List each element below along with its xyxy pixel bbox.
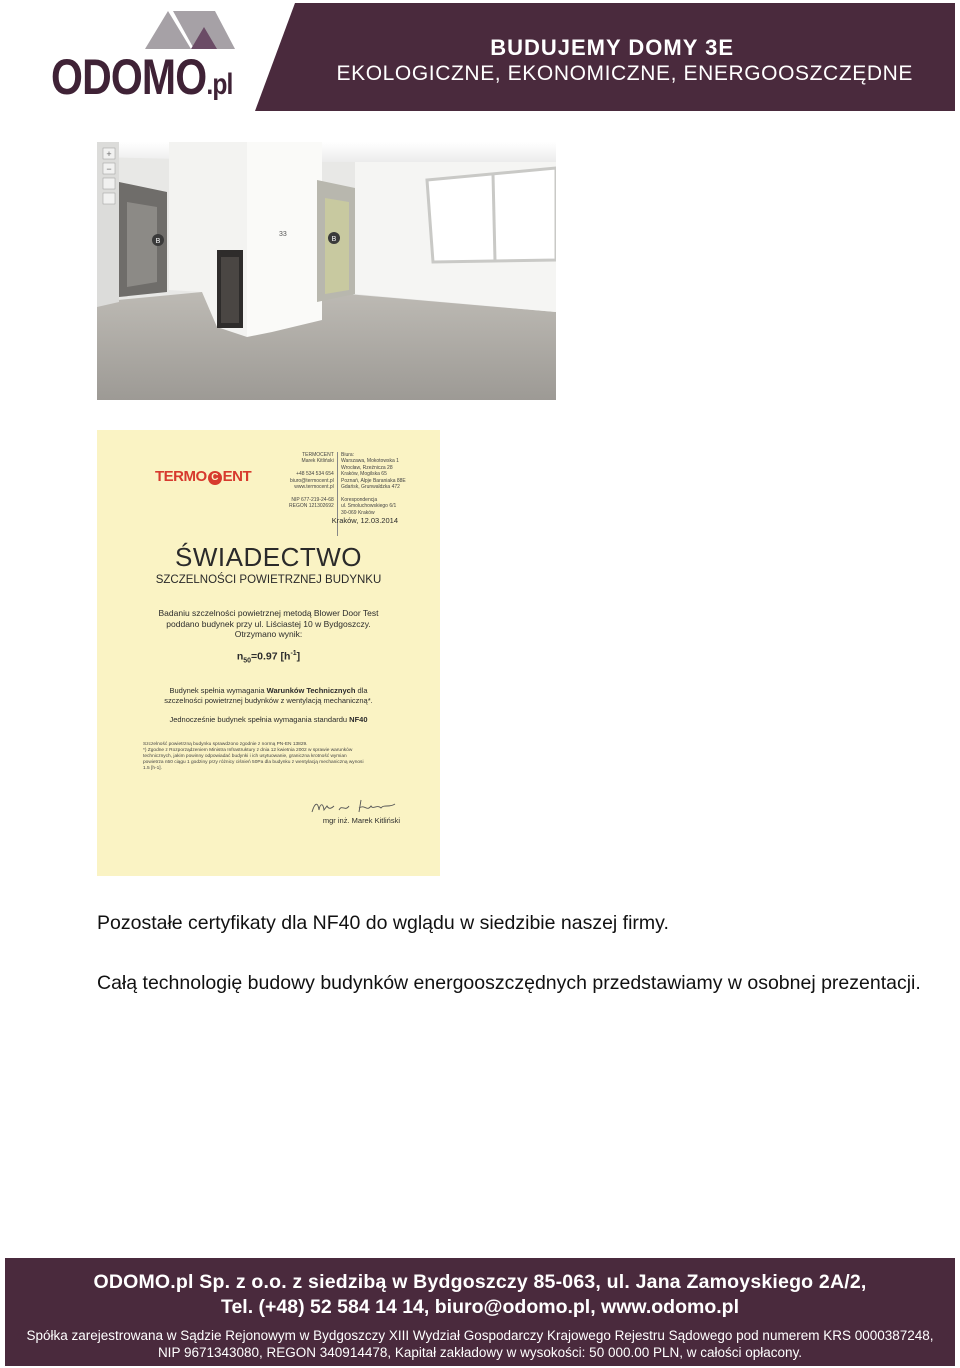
svg-text:33: 33	[279, 231, 287, 238]
certificate-subtitle: SZCZELNOŚCI POWIETRZNEJ BUDYNKU	[155, 574, 382, 586]
certificate-body: Badaniu szczelności powietrznej metodą Blower Door Test poddano budynek przy ul. Liściastej 10 w Bydgoszczy. Otrzymano wynik:	[158, 608, 379, 639]
interior-photo	[97, 142, 556, 400]
signature-icon	[309, 796, 399, 818]
svg-text:B: B	[155, 238, 161, 245]
certificate-notes: Szczelność powietrzną budynku sprawdzono zgodnie z normą PN-EN 13829. *) Zgodne z Rozporządzeniem Ministra Infrastruktury z dnia 12 kwietnia 2002 w sprawie warunków technicznych, jakim powinny odpowiadać budynki i ich usytuowanie, graniczna krotność wymian powietrza n50 ciągu 1 godziny przy różnicy ciśnień 50Pa dla budynku z wentylacją mechaniczną wynosi 1.5 [h-1].	[143, 742, 364, 771]
logo-wordmark: ODOMO.pl	[51, 49, 233, 105]
certificate-company-details: TERMOCENT Marek Kitliński +48 534 534 654 biuro@termocent.pl www.termocent.pl NIP 677-219-24-68 REGON 121302692	[289, 452, 334, 510]
termocent-logo: TERMO C ENT	[155, 468, 252, 485]
certificates-note: Pozostałe certyfikaty dla NF40 do wglądu w siedzibie naszej firmy.	[97, 912, 669, 934]
certificate-title: ŚWIADECTWO	[175, 542, 362, 572]
footer-company-address: ODOMO.pl Sp. z o.o. z siedzibą w Bydgoszczy 85-063, ul. Jana Zamoyskiego 2A/2,	[93, 1271, 867, 1293]
header-slogan-title: BUDUJEMY DOMY 3E	[490, 35, 734, 60]
header-slogan-subtitle: EKOLOGICZNE, EKONOMICZNE, ENERGOOSZCZĘDNE	[336, 62, 913, 85]
page-footer	[5, 1258, 955, 1366]
svg-text:B: B	[331, 236, 337, 243]
footer-tax-ids: NIP 9671343080, REGON 340914478, Kapitał zakładowy w wysokości: 50 000.00 PLN, w całości opłacony.	[157, 1345, 803, 1360]
technology-note: Całą technologię budowy budynków energooszczędnych przedstawiamy w osobnej prezentacji.	[97, 972, 921, 994]
certificate-date: Kraków, 12.03.2014	[331, 516, 398, 525]
certificate-result: $n_{50}=0.97$ $[h^{-1}]$	[236, 650, 301, 665]
page-header	[5, 3, 955, 111]
footer-registration: Spółka zarejestrowana w Sądzie Rejonowym w Bydgoszczy XIII Wydział Gospodarczy Krajowego Rejestru Sądowego pod numerem KRS 0000387248,	[26, 1328, 934, 1343]
certificate-requirements: Budynek spełnia wymagania Warunków Technicznych dla szczelności powietrznej budynków z wentylacją mechaniczną*.	[164, 686, 373, 705]
window	[427, 168, 556, 262]
certificate-signer: mgr inż. Marek Kitliński	[322, 816, 400, 825]
certificate-standard: Jednocześnie budynek spełnia wymagania standardu NF40	[169, 715, 368, 724]
fullscreen-icon	[103, 178, 115, 189]
svg-text:+: +	[106, 149, 112, 159]
footer-contact: Tel. (+48) 52 584 14 14, biuro@odomo.pl, www.odomo.pl	[221, 1296, 739, 1318]
svg-text:−: −	[106, 164, 112, 174]
airtightness-certificate	[97, 430, 440, 876]
info-icon	[103, 193, 115, 204]
certificate-office-list: Biura: Warszawa, Mokotowska 1 Wrocław, Rzeźnicza 28 Kraków, Mogilska 65 Poznań, Alpje Baraniaka 88E Gdańsk, Grunwaldzka 472 Korespondencja ul. Smoluchowskiego 6/1 30-069 Kraków	[341, 452, 406, 516]
odomo-logo	[5, 3, 295, 111]
